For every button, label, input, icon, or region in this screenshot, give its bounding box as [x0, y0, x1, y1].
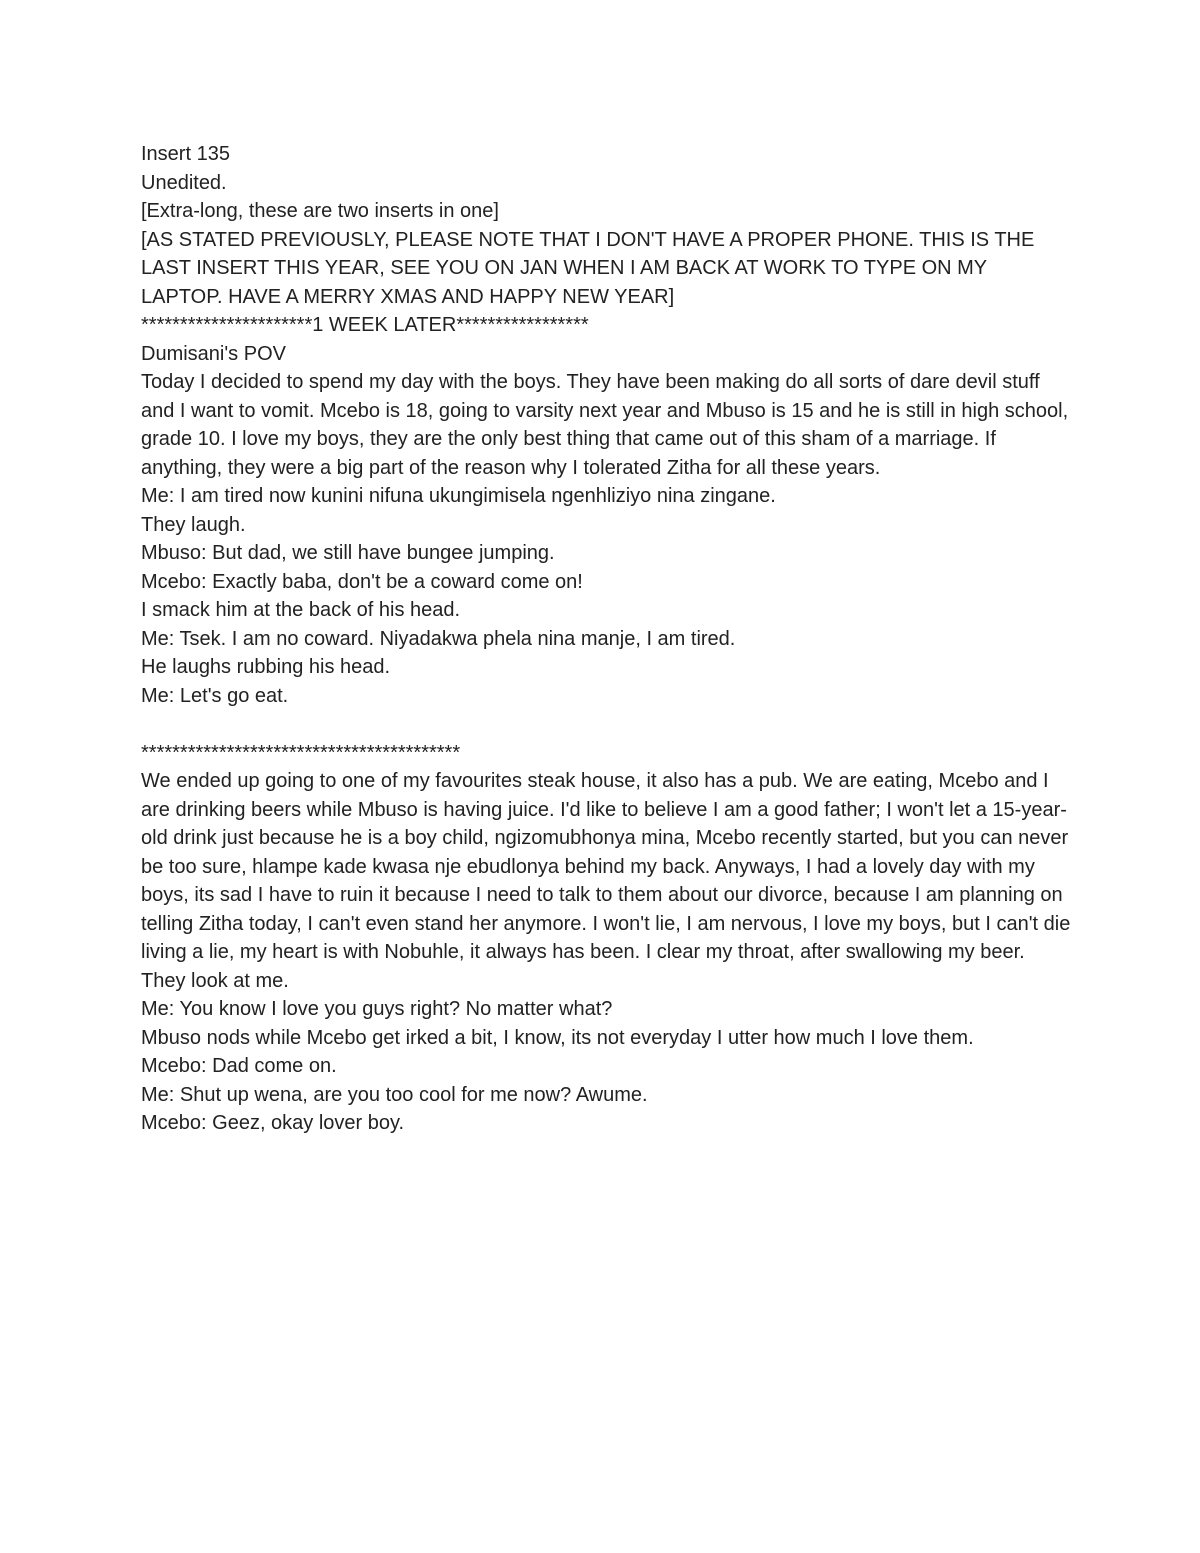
scene-separator: *****************************************	[141, 741, 461, 764]
pov-heading: Dumisani's POV	[141, 342, 286, 365]
dialogue-block-1	[141, 482, 1071, 710]
dialogue-line: Mcebo: Geez, okay lover boy.	[141, 1112, 405, 1134]
insert-title: Insert 135	[141, 143, 230, 165]
dialogue-block-2	[141, 995, 1071, 1138]
dialogue-line: They laugh.	[141, 513, 246, 536]
length-note: [Extra-long, these are two inserts in one]	[141, 200, 499, 222]
time-skip-heading: **********************1 WEEK LATER*****************	[141, 314, 589, 336]
document-page	[141, 140, 1071, 1138]
dialogue-line: Me: Let's go eat.	[141, 684, 289, 707]
dialogue-line: Mcebo: Exactly baba, don't be a coward come on!	[141, 570, 583, 593]
dialogue-line: Me: Tsek. I am no coward. Niyadakwa phela nina manje, I am tired.	[141, 627, 736, 650]
dialogue-line: Me: Shut up wena, are you too cool for me now? Awume.	[141, 1083, 648, 1106]
dialogue-line: Me: I am tired now kunini nifuna ukungimisela ngenhliziyo nina zingane.	[141, 485, 776, 507]
story-paragraph-2: We ended up going to one of my favourites steak house, it also has a pub. We are eating, Mcebo and I are drinking beers while Mbuso is having juice. I'd like to believe I am a good father; I won't let a 15-year-old drink just because he is a boy child, ngizomubhonya mina, Mcebo recently started, but you can never be too sure, hlampe kade kwasa nje ebudlonya behind my back. Anyways, I had a lovely day with my boys, its sad I have to ruin it because I need to talk to them about our divorce, because I am planning on telling Zitha today, I can't even stand her anymore. I won't lie, I am nervous, I love my boys, but I can't die living a lie, my heart is with Nobuhle, it always has been. I clear my throat, after swallowing my beer. They look at me.	[141, 770, 1071, 992]
edit-status: Unedited.	[141, 171, 227, 194]
dialogue-line: Mbuso: But dad, we still have bungee jumping.	[141, 542, 555, 564]
dialogue-line: Mcebo: Dad come on.	[141, 1055, 337, 1077]
dialogue-line: Me: You know I love you guys right? No matter what?	[141, 998, 613, 1020]
dialogue-line: He laughs rubbing his head.	[141, 656, 391, 678]
dialogue-line: Mbuso nods while Mcebo get irked a bit, I know, its not everyday I utter how much I love them.	[141, 1026, 974, 1049]
author-announcement: [AS STATED PREVIOUSLY, PLEASE NOTE THAT I DON'T HAVE A PROPER PHONE. THIS IS THE LAST INSERT THIS YEAR, SEE YOU ON JAN WHEN I AM BACK AT WORK TO TYPE ON MY LAPTOP. HAVE A MERRY XMAS AND HAPPY NEW YEAR]	[141, 228, 1035, 308]
dialogue-line: I smack him at the back of his head.	[141, 599, 461, 621]
story-paragraph-1: Today I decided to spend my day with the boys. They have been making do all sorts of dare devil stuff and I want to vomit. Mcebo is 18, going to varsity next year and Mbuso is 15 and he is still in high school, grade 10. I love my boys, they are the only best thing that came out of this sham of a marriage. If anything, they were a big part of the reason why I tolerated Zitha for all these years.	[141, 371, 1069, 479]
